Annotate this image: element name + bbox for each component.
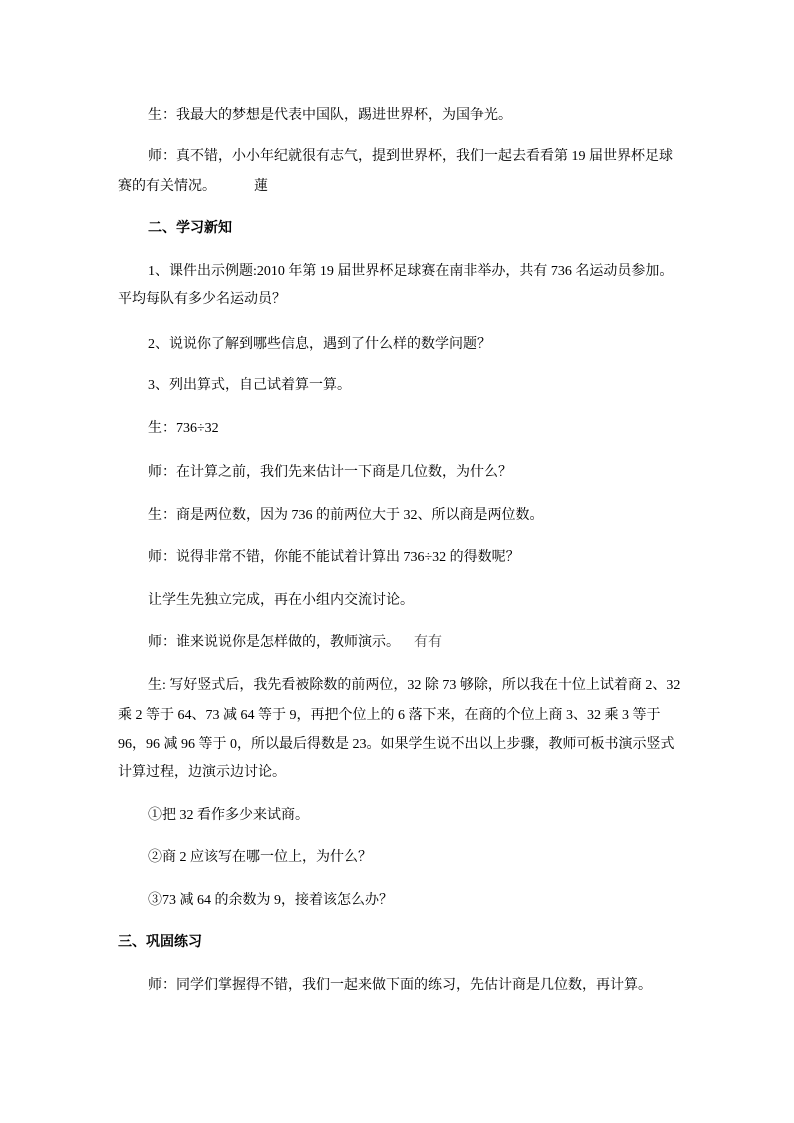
dialogue-teacher-demo-text: 师：谁来说说你是怎样做的，教师演示。 xyxy=(148,635,400,650)
dialogue-student-steps-line1: 生: 写好竖式后，我先看被除数的前两位，32 除 73 够除，所以我在十位上试着商 2、32 xyxy=(148,678,681,693)
dialogue-student-steps-line4: 计算过程，边演示边讨论。 xyxy=(118,765,286,780)
example-problem-line2: 平均每队有多少名运动员？ xyxy=(118,292,286,307)
question-2: ②商 2 应该写在哪一位上，为什么？ xyxy=(148,850,372,865)
example-problem-line1: 1、课件出示例题:2010 年第 19 届世界杯足球赛在南非举办，共有 736 名运动员参加。 xyxy=(148,264,674,279)
question-1: ①把 32 看作多少来试商。 xyxy=(148,808,309,823)
dialogue-teacher-estimate: 师：在计算之前，我们先来估计一下商是几位数，为什么？ xyxy=(148,465,512,480)
dialogue-teacher-worldcup-line1: 师：真不错，小小年纪就很有志气，提到世界杯，我们一起去看看第 19 届世界杯足球 xyxy=(148,149,673,164)
dialogue-student-steps-line2: 乘 2 等于 64、73 减 64 等于 9，再把个位上的 6 落下来，在商的个位上商 3、32 乘 3 等于 xyxy=(118,708,661,723)
dialogue-student-dream: 生：我最大的梦想是代表中国队，踢进世界杯，为国争光。 xyxy=(148,108,512,123)
question-3: ③73 减 64 的余数为 9，接着该怎么办？ xyxy=(148,893,393,908)
dialogue-teacher-practice: 师：同学们掌握得不错，我们一起来做下面的练习，先估计商是几位数，再计算。 xyxy=(148,978,652,993)
dialogue-student-steps-line3: 96，96 减 96 等于 0，所以最后得数是 23。如果学生说不出以上步骤，教师可板书演示竖式 xyxy=(118,737,675,752)
dialogue-student-expression: 生：736÷32 xyxy=(148,421,219,436)
dialogue-student-two-digit: 生：商是两位数，因为 736 的前两位大于 32、所以商是两位数。 xyxy=(148,508,544,523)
dialogue-teacher-demo xyxy=(148,633,442,653)
stray-annotation: 有有 xyxy=(414,635,442,650)
instruction-independent-work: 让学生先独立完成，再在小组内交流讨论。 xyxy=(148,593,414,608)
dialogue-teacher-calculate: 师：说得非常不错，你能不能试着计算出 736÷32 的得数呢？ xyxy=(148,550,520,565)
stray-character: 蓮 xyxy=(254,179,268,194)
dialogue-teacher-worldcup-line2-text: 赛的有关情况。 xyxy=(118,179,216,194)
dialogue-teacher-worldcup-line2 xyxy=(118,177,268,197)
step-2-text: 2、说说你了解到哪些信息，遇到了什么样的数学问题？ xyxy=(148,337,491,352)
step-3-text: 3、列出算式，自己试着算一算。 xyxy=(148,378,351,393)
section-heading-practice: 三、巩固练习 xyxy=(118,935,202,950)
section-heading-new-knowledge: 二、学习新知 xyxy=(148,221,232,236)
